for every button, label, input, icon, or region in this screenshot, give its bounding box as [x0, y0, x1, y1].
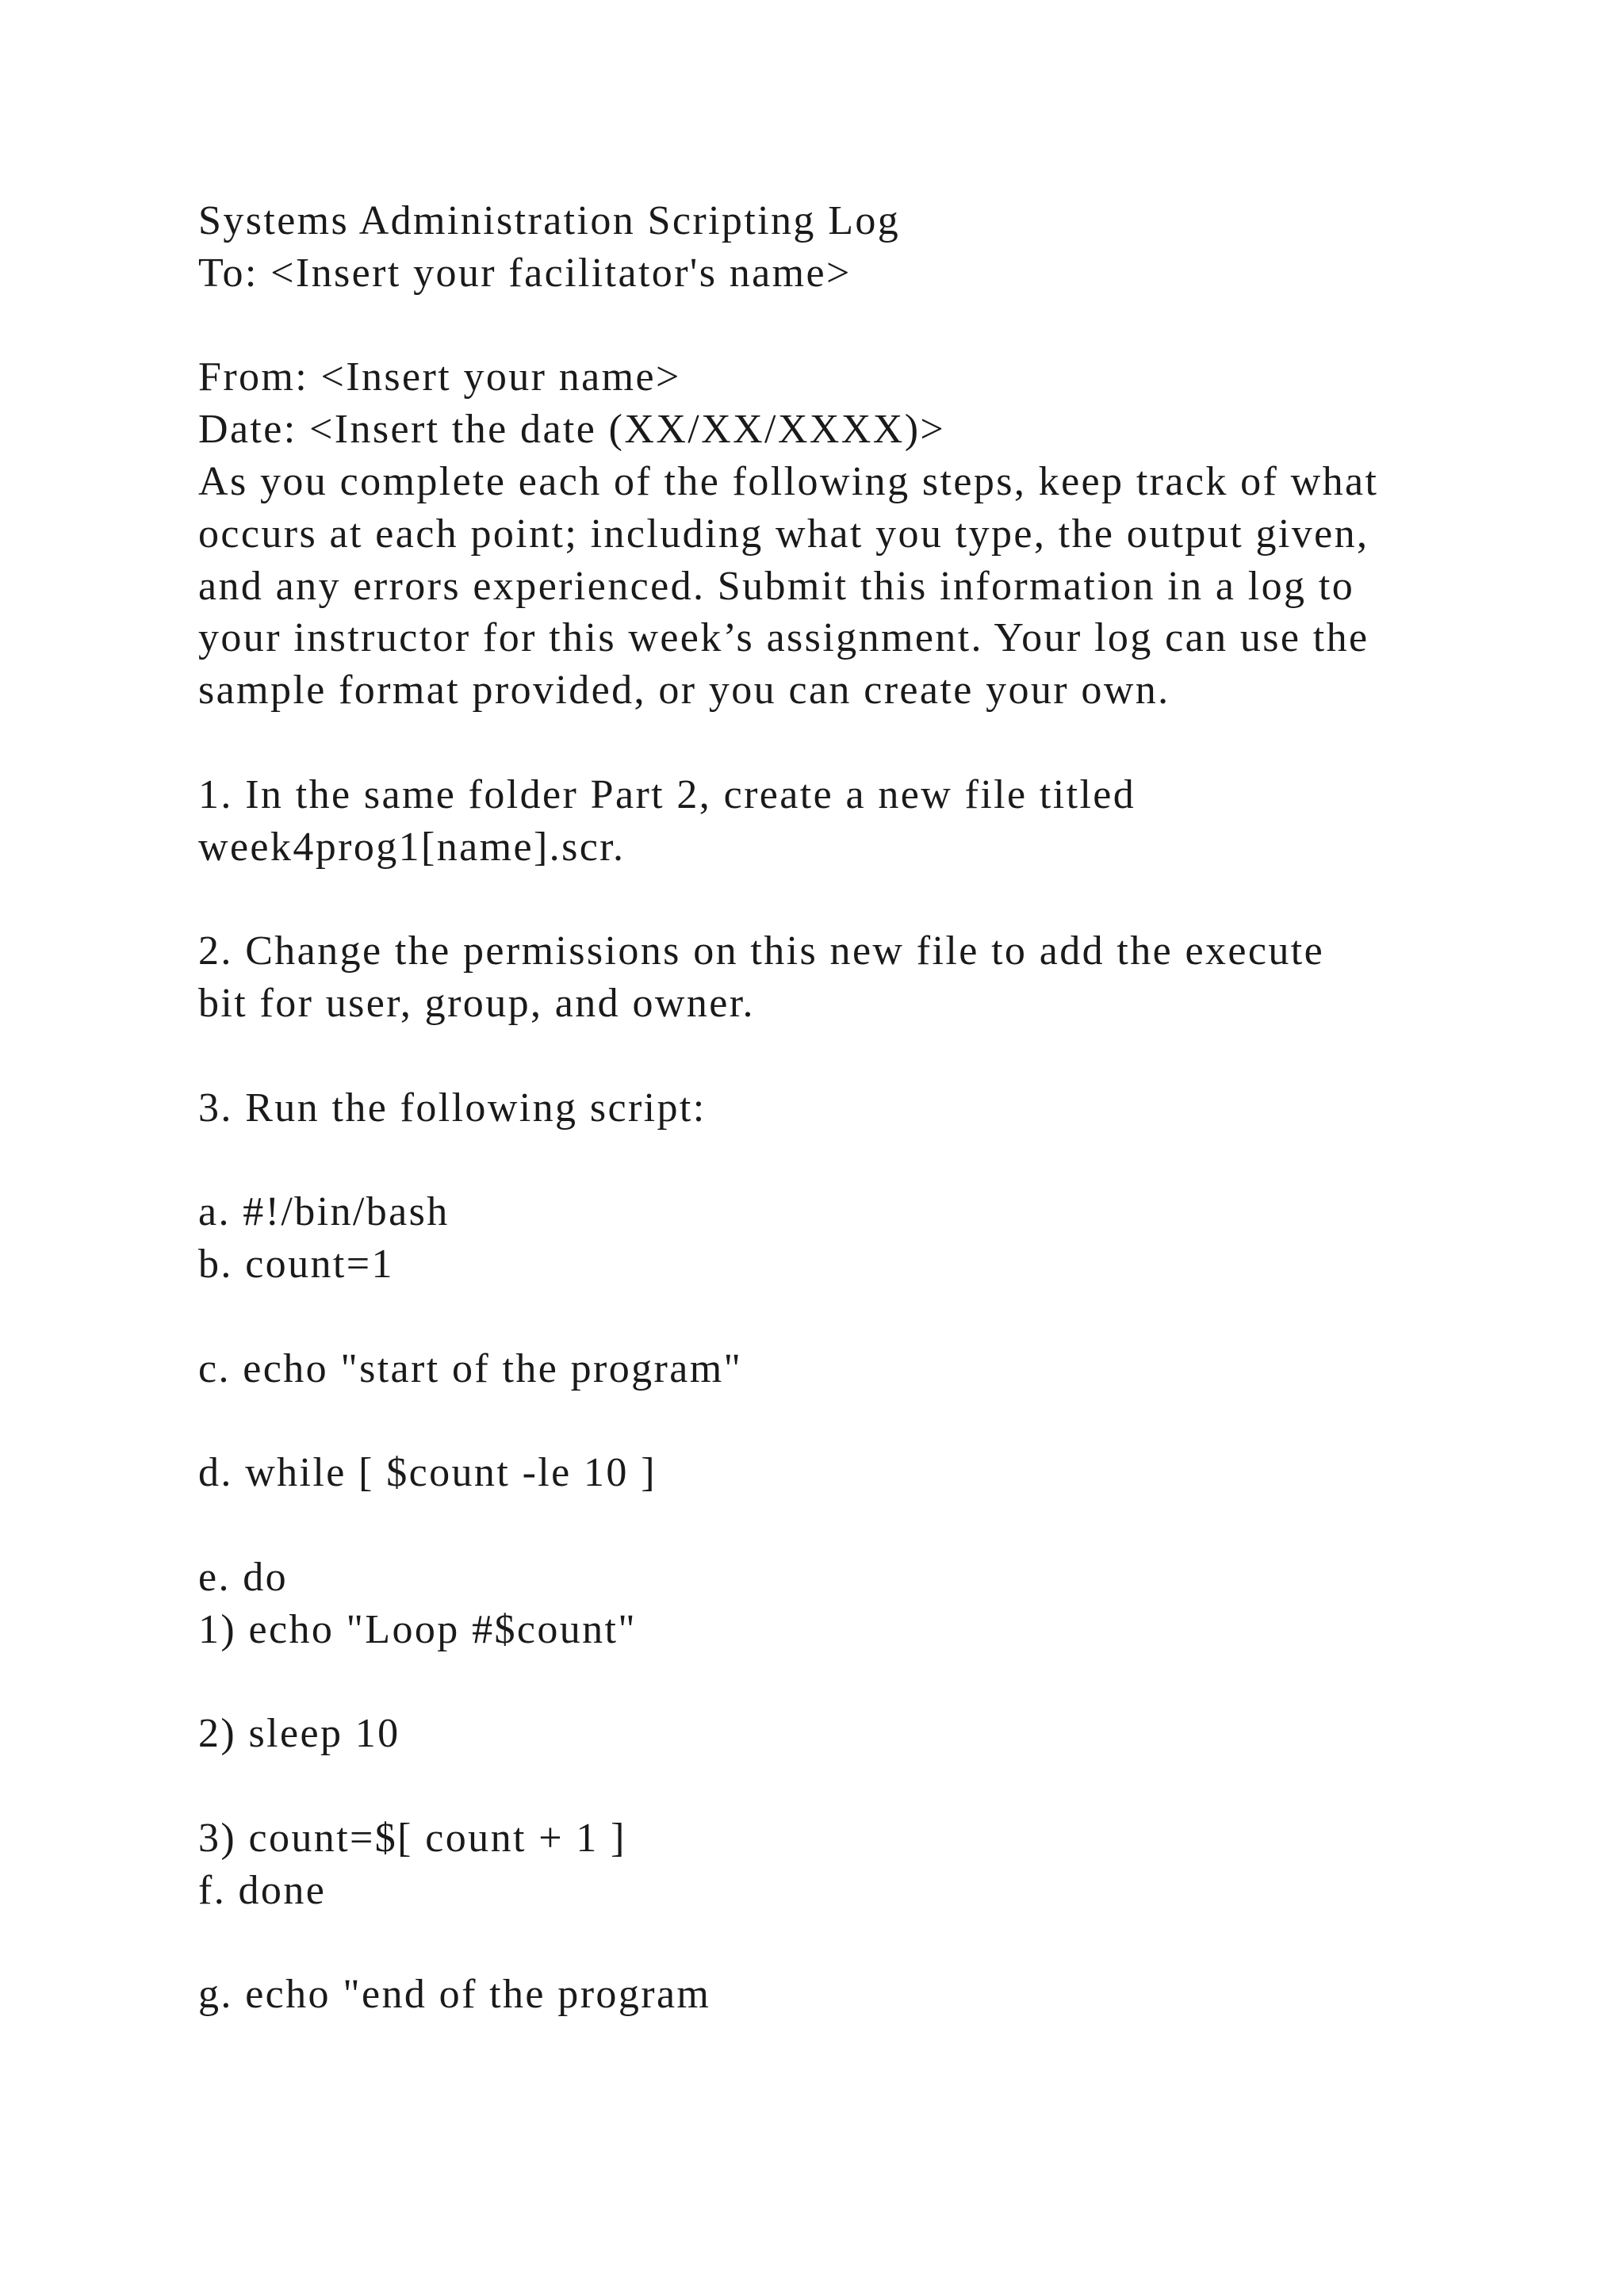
script-line-e3: 3) count=$[ count + 1 ]: [198, 1815, 626, 1861]
from-line: From: <Insert your name>: [198, 354, 681, 400]
intro-line: sample format provided, or you can create your own.: [198, 668, 1170, 714]
step-3-line: 3. Run the following script:: [198, 1085, 707, 1131]
intro-line: As you complete each of the following steps, keep track of what: [198, 458, 1379, 504]
step-2-line: bit for user, group, and owner.: [198, 980, 755, 1026]
script-line-c: c. echo "start of the program": [198, 1345, 743, 1391]
intro-line: and any errors experienced. Submit this information in a log to: [198, 563, 1355, 609]
script-line-e: e. do: [198, 1554, 289, 1600]
script-line-d: d. while [ $count -le 10 ]: [198, 1450, 657, 1496]
spacer: [198, 873, 1467, 925]
spacer: [198, 1760, 1467, 1812]
document-title: Systems Administration Scripting Log: [198, 198, 901, 243]
step-1-line: week4prog1[name].scr.: [198, 824, 626, 870]
spacer: [198, 1499, 1467, 1552]
script-line-g: g. echo "end of the program: [198, 1972, 711, 2018]
spacer: [198, 1916, 1467, 1969]
spacer: [198, 717, 1467, 769]
script-line-e1: 1) echo "Loop #$count": [198, 1606, 638, 1652]
script-line-f: f. done: [198, 1867, 327, 1913]
spacer: [198, 1291, 1467, 1343]
spacer: [198, 1395, 1467, 1447]
date-line: Date: <Insert the date (XX/XX/XXXX)>: [198, 407, 946, 453]
to-line: To: <Insert your facilitator's name>: [198, 250, 852, 296]
intro-line: your instructor for this week’s assignment. Your log can use the: [198, 615, 1369, 661]
step-1-line: 1. In the same folder Part 2, create a new file titled: [198, 771, 1136, 817]
script-line-e2: 2) sleep 10: [198, 1711, 400, 1757]
intro-line: occurs at each point; including what you type, the output given,: [198, 511, 1369, 557]
spacer: [198, 1030, 1467, 1082]
step-2-line: 2. Change the permissions on this new file to add the execute: [198, 928, 1325, 974]
script-line-b: b. count=1: [198, 1241, 394, 1287]
spacer: [198, 300, 1467, 352]
spacer: [198, 1134, 1467, 1186]
document-body: [198, 195, 1467, 2021]
spacer: [198, 1655, 1467, 1708]
script-line-a: a. #!/bin/bash: [198, 1189, 450, 1235]
